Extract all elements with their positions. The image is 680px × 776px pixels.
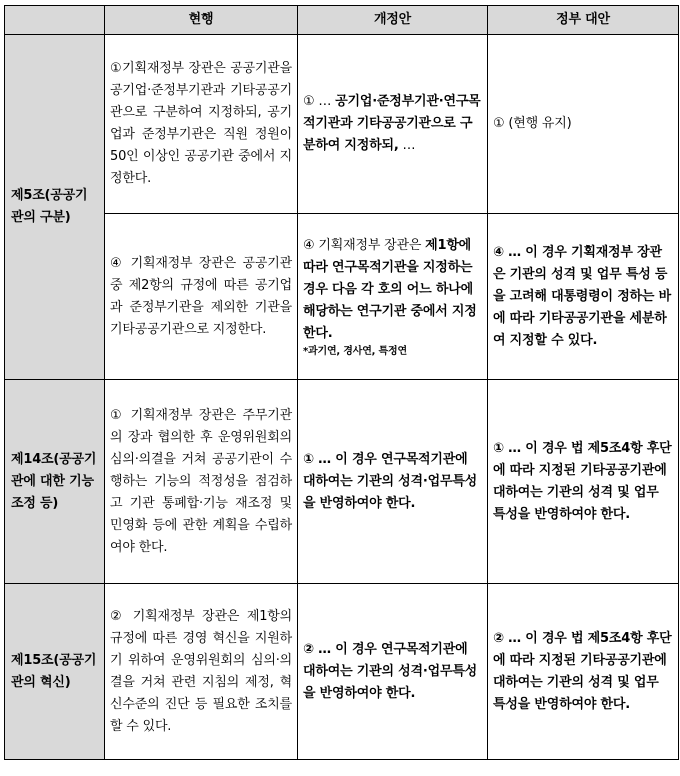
header-amendment: 개정안 bbox=[298, 6, 488, 35]
row-label-article-15: 제15조(공공기관의 혁신) bbox=[5, 584, 105, 760]
header-current: 현행 bbox=[105, 6, 298, 35]
amendment-text-cell bbox=[298, 214, 488, 380]
amendment-suffix: … bbox=[398, 138, 416, 153]
table-row bbox=[5, 584, 679, 760]
comparison-table-wrapper bbox=[4, 5, 679, 760]
amendment-text-cell: ① … 이 경우 연구목적기관에 대하여는 기관의 성격·업무특성을 반영하여야 한다. bbox=[298, 380, 488, 584]
current-text-cell: ①기획재정부 장관은 공공기관을 공기업·준정부기관과 기타공공기관으로 구분하여 지정하되, 공기업과 준정부기관은 직원 정원이 50인 이상인 공공기관 중에서 지정한다. bbox=[105, 35, 298, 214]
row-label-article-14: 제14조(공공기관에 대한 기능조정 등) bbox=[5, 380, 105, 584]
current-text-cell: ① 기획재정부 장관은 주무기관의 장과 협의한 후 운영위원회의 심의·의결을 거쳐 공공기관이 수행하는 기능의 적정성을 점검하고 기관 통폐합·기능 재조정 및 민영화 등에 관한 계획을 수립하여야 한다. bbox=[105, 380, 298, 584]
comparison-table bbox=[4, 5, 679, 760]
gov-alternative-text-cell: ① (현행 유지) bbox=[488, 35, 679, 214]
header-gov-alternative: 정부 대안 bbox=[488, 6, 679, 35]
header-corner-cell bbox=[5, 6, 105, 35]
row-label-article-5: 제5조(공공기관의 구분) bbox=[5, 35, 105, 380]
amendment-bold-text: 공기업·준정부기관·연구목적기관과 기타공공기관으로 구분하여 지정하되, bbox=[303, 94, 481, 153]
amendment-prefix: ④ 기획재정부 장관은 bbox=[303, 237, 426, 253]
table-row bbox=[5, 35, 679, 214]
current-text-cell: ② 기획재정부 장관은 제1항의 규정에 따른 경영 혁신을 지원하기 위하여 운영위원회의 심의·의결을 거쳐 관련 지침의 제정, 혁신수준의 진단 등 필요한 조치를 할 수 있다. bbox=[105, 584, 298, 760]
table-row bbox=[5, 214, 679, 380]
amendment-text-cell bbox=[298, 35, 488, 214]
table-row bbox=[5, 380, 679, 584]
amendment-bold-text: 제1항에 따라 연구목적기관을 지정하는 경우 다음 각 호의 어느 하나에 해당하는 연구기관 중에서 지정한다. bbox=[303, 237, 477, 341]
gov-alternative-text-cell: ④ … 이 경우 기획재정부 장관은 기관의 성격 및 업무 특성 등을 고려해 대통령령이 정하는 바에 따라 기타공공기관을 세분하여 지정할 수 있다. bbox=[488, 214, 679, 380]
amendment-footnote: *과기연, 경사연, 특정연 bbox=[303, 345, 407, 357]
amendment-prefix: ① … bbox=[303, 94, 336, 109]
current-text-cell: ④ 기획재정부 장관은 공공기관 중 제2항의 규정에 따른 공기업과 준정부기관을 제외한 기관을 기타공공기관으로 지정한다. bbox=[105, 214, 298, 380]
header-row bbox=[5, 6, 679, 35]
gov-alternative-text-cell: ② … 이 경우 법 제5조4항 후단에 따라 지정된 기타공공기관에 대하여는 기관의 성격 및 업무 특성을 반영하여야 한다. bbox=[488, 584, 679, 760]
amendment-text-cell: ② … 이 경우 연구목적기관에 대하여는 기관의 성격·업무특성을 반영하여야 한다. bbox=[298, 584, 488, 760]
gov-alternative-text-cell: ① … 이 경우 법 제5조4항 후단에 따라 지정된 기타공공기관에 대하여는 기관의 성격 및 업무 특성을 반영하여야 한다. bbox=[488, 380, 679, 584]
